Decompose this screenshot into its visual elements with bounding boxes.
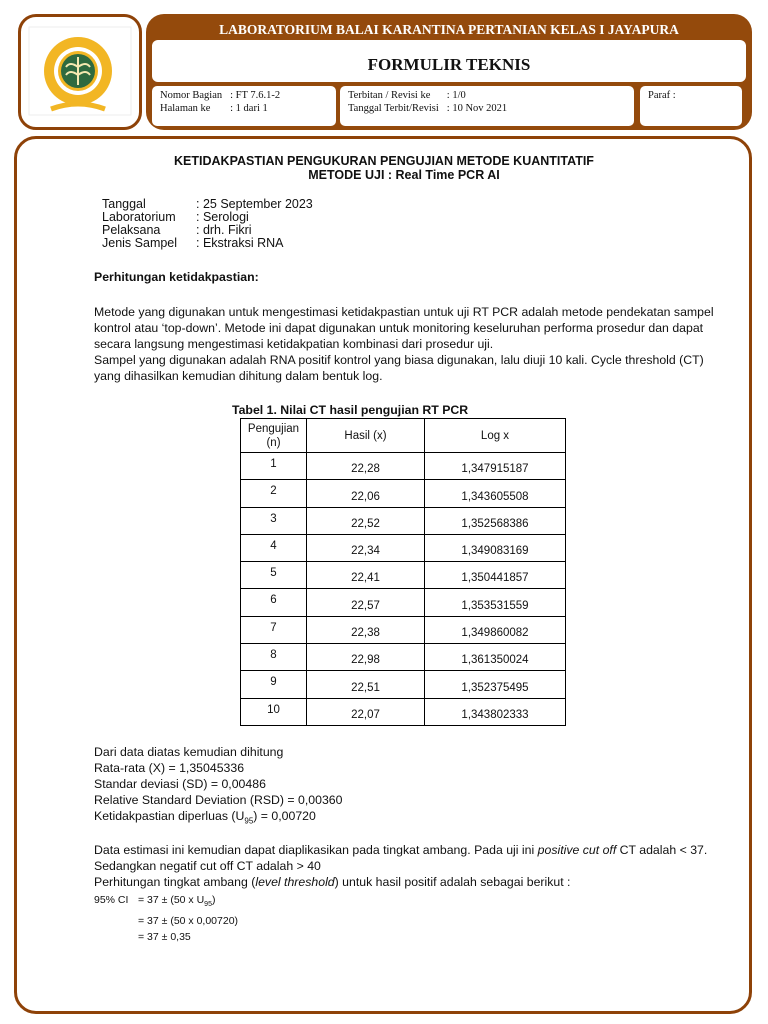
cell-log: 1,343802333 <box>425 698 566 725</box>
ct-table <box>240 418 566 726</box>
revision-box <box>340 86 634 126</box>
cell-hasil: 22,38 <box>307 616 425 643</box>
cell-log: 1,361350024 <box>425 644 566 671</box>
cell-log: 1,350441857 <box>425 562 566 589</box>
cell-n: 10 <box>241 698 307 725</box>
table-row <box>241 671 566 698</box>
cell-hasil: 22,06 <box>307 480 425 507</box>
meta-label: Tanggal <box>102 197 146 211</box>
col-header: Hasil (x) <box>307 419 425 453</box>
cell-n: 2 <box>241 480 307 507</box>
cell-log: 1,353531559 <box>425 589 566 616</box>
col-header: Log x <box>425 419 566 453</box>
section-heading: Perhitungan ketidakpastian: <box>94 270 259 284</box>
meta-value: : Serologi <box>196 210 249 224</box>
halaman-label: Halaman ke <box>160 103 211 114</box>
results-block <box>94 744 342 829</box>
logo-box <box>18 14 142 130</box>
doc-number-box <box>152 86 336 126</box>
header-banner <box>146 14 752 130</box>
para-1: Metode yang digunakan untuk mengestimasi ketidakpastian untuk uji RT PCR adalah metode pendekatan sampel kontrol atau ‘top-down’. Metode ini dapat digunakan untuk monitoring keseluruhan performa prosedur dan dapat secara langsung mengestimasi ketidakpatian kombinasi dari prosedur uji. <box>94 305 714 351</box>
table-row <box>241 589 566 616</box>
halaman-value: : 1 dari 1 <box>230 103 268 114</box>
cell-log: 1,349083169 <box>425 534 566 561</box>
paragraph-method <box>94 304 714 384</box>
cell-log: 1,349860082 <box>425 616 566 643</box>
u95-value: Ketidakpastian diperluas $(U_{95}) = 0,00720$ <box>94 809 316 826</box>
cell-log: 1,352568386 <box>425 507 566 534</box>
ci-label: 95% CI <box>94 894 129 906</box>
cell-hasil: 22,52 <box>307 507 425 534</box>
cell-hasil: 22,57 <box>307 589 425 616</box>
table-row <box>241 644 566 671</box>
cell-log: 1,352375495 <box>425 671 566 698</box>
doc-title: KETIDAKPASTIAN PENGUKURAN PENGUJIAN METODE KUANTITATIF <box>174 154 594 168</box>
cell-n: 5 <box>241 562 307 589</box>
meta-label: Laboratorium <box>102 210 176 224</box>
sd-value: Standar deviasi (SD) = 0,00486 <box>94 777 266 791</box>
paraf-label: Paraf : <box>648 90 676 101</box>
paraf-box <box>640 86 742 126</box>
institution-name: LABORATORIUM BALAI KARANTINA PERTANIAN KELAS I JAYAPURA <box>219 22 679 37</box>
form-title: FORMULIR TEKNIS <box>152 40 746 82</box>
doc-subtitle: METODE UJI : Real Time PCR AI <box>308 168 500 182</box>
terbitan-label: Terbitan / Revisi ke <box>348 90 431 101</box>
cell-n: 1 <box>241 453 307 480</box>
para-2: Sampel yang digunakan adalah RNA positif kontrol yang biasa digunakan, lalu diuji 10 kali. Cycle threshold (CT) yang dihasilkan kemudian dihitung dalam bentuk log. <box>94 353 704 383</box>
meta-label: Jenis Sampel <box>102 236 178 250</box>
terbitan-value: : 1/0 <box>446 90 466 101</box>
ci-step-2: = 37 ± (50 x 0,00720) <box>138 915 239 928</box>
cell-hasil: 22,41 <box>307 562 425 589</box>
cell-n: 3 <box>241 507 307 534</box>
doc-meta <box>102 198 313 250</box>
tanggal-terbit-label: Tanggal Terbit/Revisi <box>348 103 439 114</box>
table-row <box>241 562 566 589</box>
ci-calculation: 95% CI = 37 ± (50 x $U_{95}$) = 37 ± (50 x 0,00720) = 37 ± 0,35 <box>94 894 239 944</box>
table-row <box>241 698 566 725</box>
table-row <box>241 616 566 643</box>
para-3: Data estimasi ini kemudian dapat diaplikasikan pada tingkat ambang. Pada uji ini positive cut off CT adalah < 37. Sedangkan negatif cut off CT adalah > 40 <box>94 843 708 873</box>
cell-n: 6 <box>241 589 307 616</box>
tanggal-terbit-value: : 10 Nov 2021 <box>446 103 508 114</box>
cell-log: 1,347915187 <box>425 453 566 480</box>
cell-n: 7 <box>241 616 307 643</box>
cell-n: 4 <box>241 534 307 561</box>
rsd-value: Relative Standard Deviation (RSD) = 0,00360 <box>94 793 343 807</box>
badan-karantina-logo <box>21 17 139 127</box>
ci-step-3: = 37 ± 0,35 <box>138 931 191 944</box>
table-row <box>241 453 566 480</box>
para-4: Perhitungan tingkat ambang (level threshold) untuk hasil positif adalah sebagai berikut : <box>94 875 571 889</box>
cell-hasil: 22,51 <box>307 671 425 698</box>
meta-value: : Ekstraksi RNA <box>196 236 284 250</box>
cell-hasil: 22,07 <box>307 698 425 725</box>
table-caption: Tabel 1. Nilai CT hasil pengujian RT PCR <box>232 403 469 417</box>
threshold-block <box>94 842 716 890</box>
nomor-bagian-label: Nomor Bagian <box>160 90 223 101</box>
cell-hasil: 22,28 <box>307 453 425 480</box>
mean-value: Rata-rata (X) = 1,35045336 <box>94 761 245 775</box>
meta-label: Pelaksana <box>102 223 161 237</box>
cell-hasil: 22,98 <box>307 644 425 671</box>
col-header: Pengujian (n) <box>241 419 307 453</box>
cell-n: 9 <box>241 671 307 698</box>
meta-value: : 25 September 2023 <box>196 197 313 211</box>
results-intro: Dari data diatas kemudian dihitung <box>94 745 284 759</box>
table-row <box>241 534 566 561</box>
cell-log: 1,343605508 <box>425 480 566 507</box>
table-row <box>241 480 566 507</box>
nomor-bagian-value: : FT 7.6.1-2 <box>230 90 281 101</box>
cell-n: 8 <box>241 644 307 671</box>
table-row <box>241 507 566 534</box>
meta-value: : drh. Fikri <box>196 223 252 237</box>
cell-hasil: 22,34 <box>307 534 425 561</box>
